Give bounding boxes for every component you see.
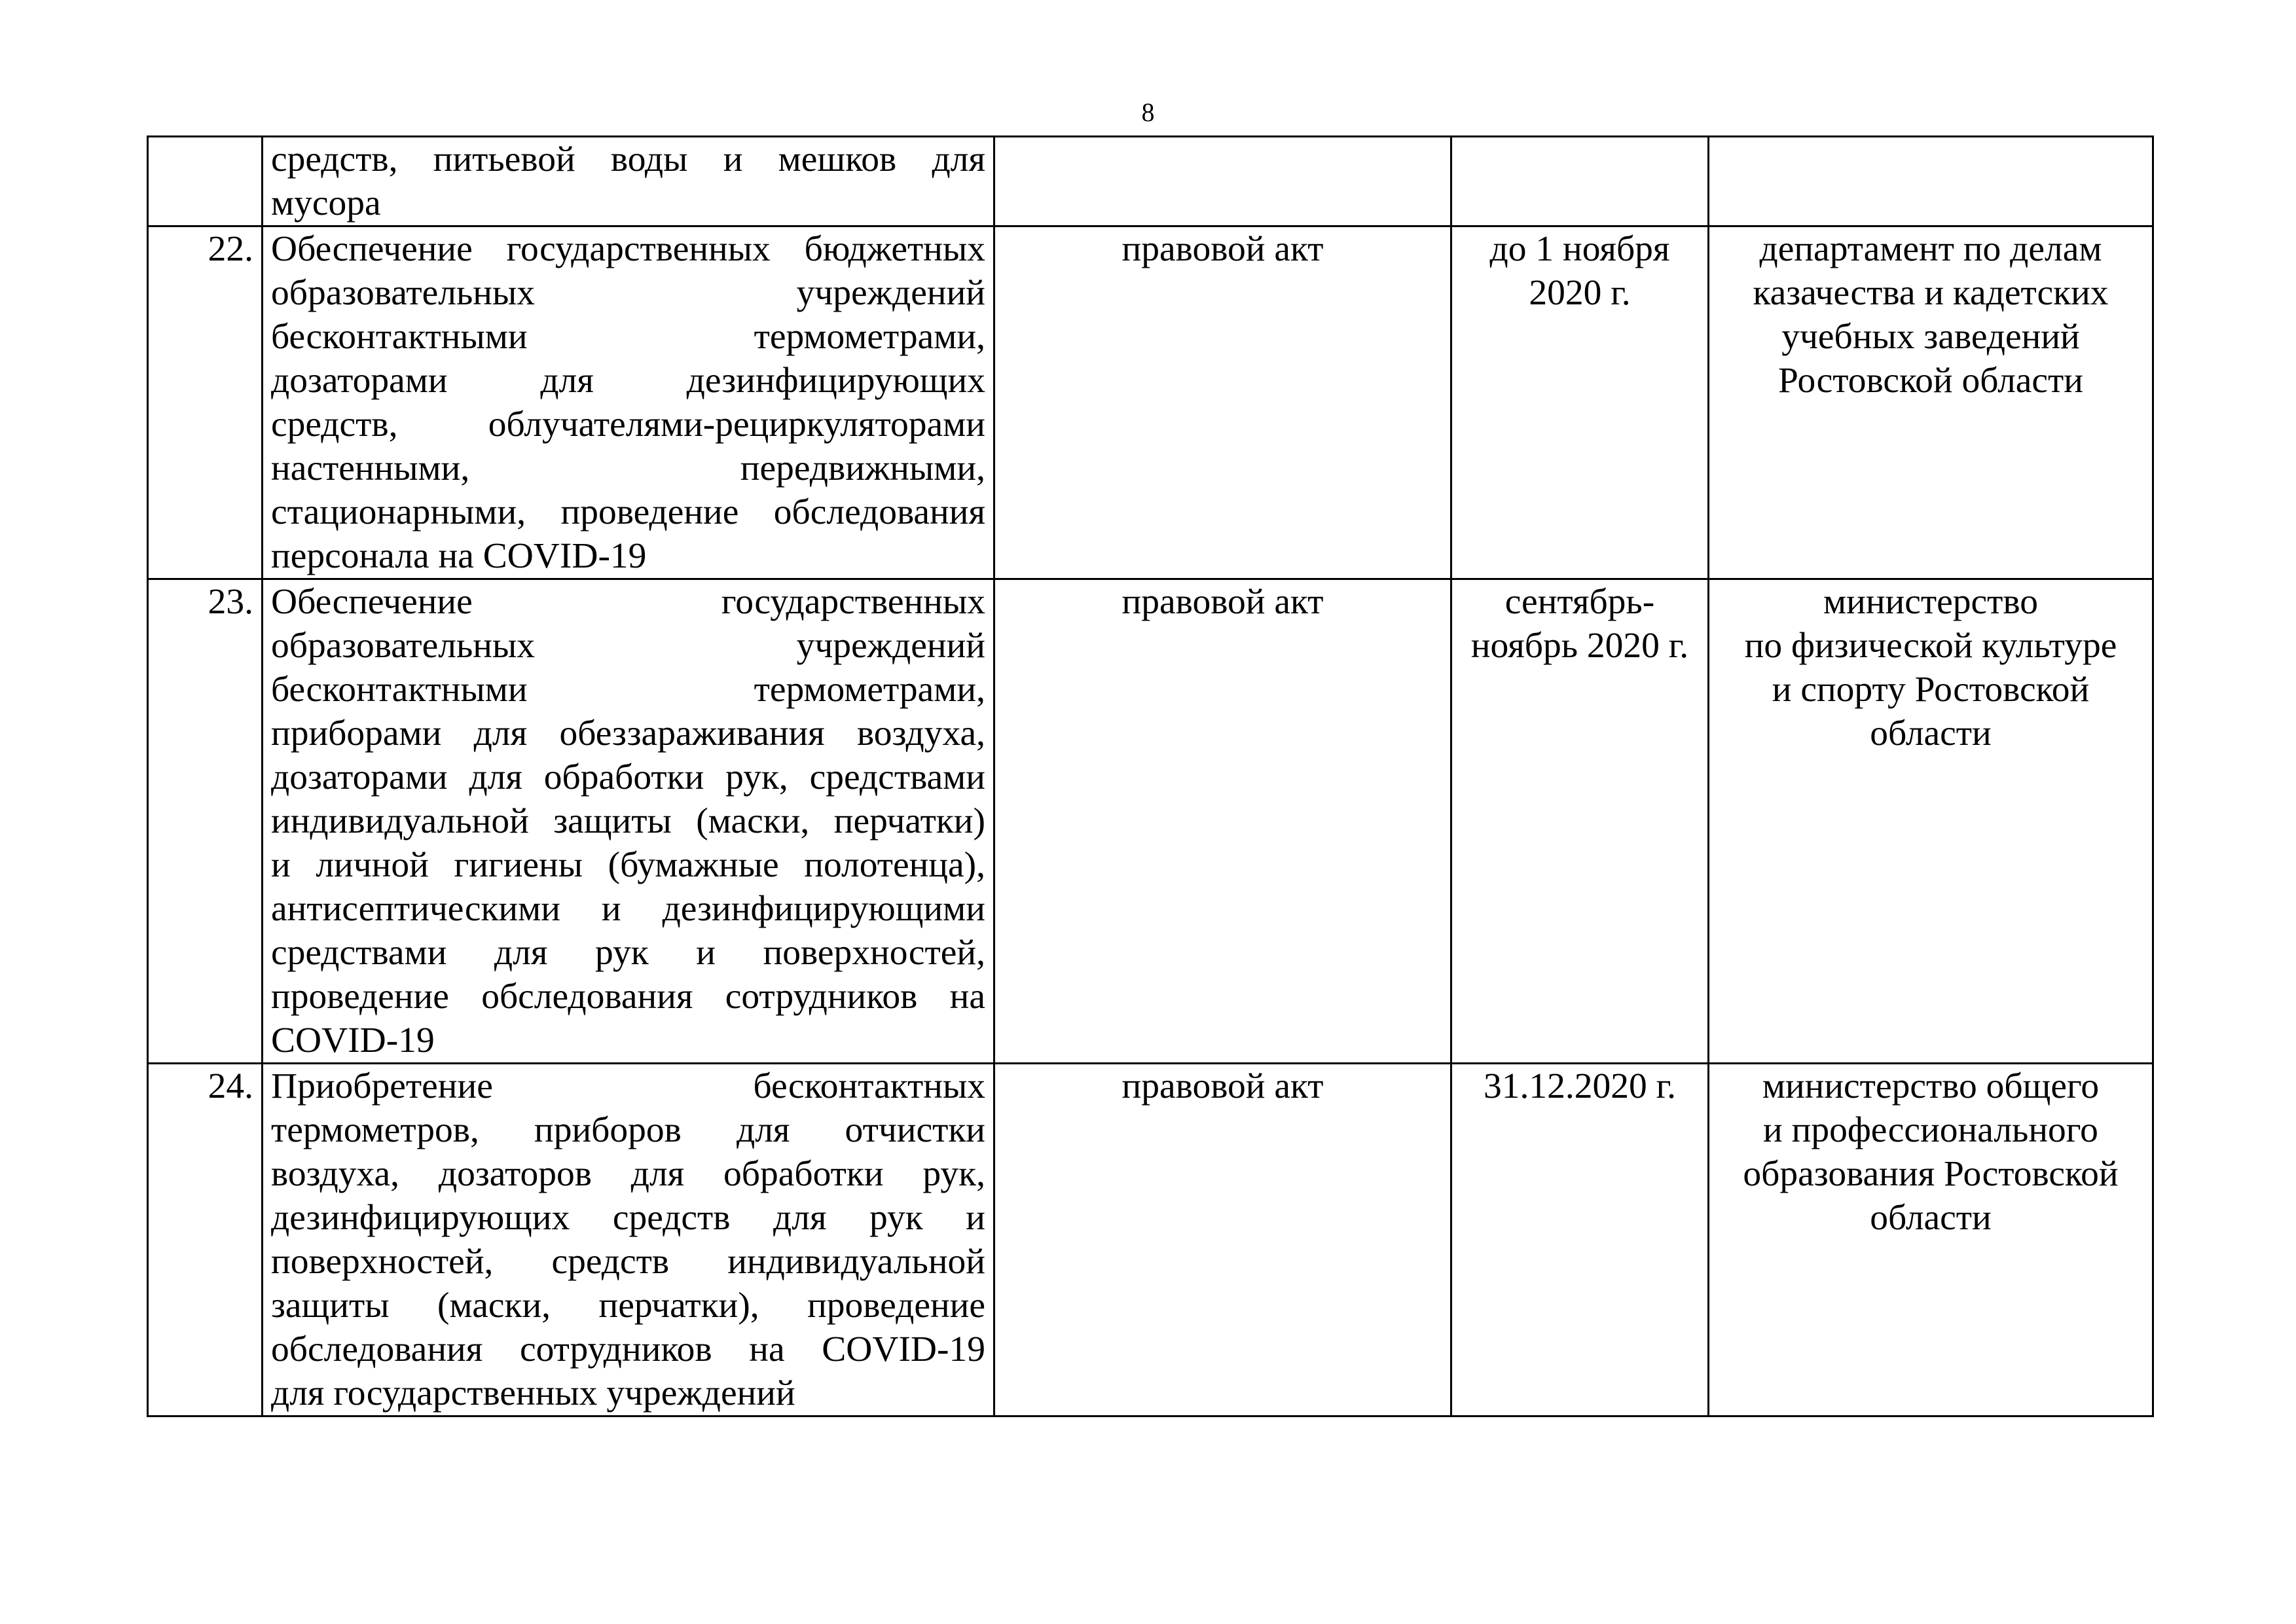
- table-row: [148, 137, 2153, 226]
- table-row: [148, 226, 2153, 579]
- responsible-line: Ростовской области: [1777, 361, 2084, 401]
- description-line: дозаторами для дезинфицирующих: [271, 361, 985, 401]
- responsible-body: [1709, 579, 2153, 1064]
- description-line: индивидуальной защиты (маски, перчатки): [271, 801, 985, 841]
- description-line: образовательных учреждений: [271, 273, 985, 313]
- table-row: [148, 579, 2153, 1064]
- responsible-line: департамент по делам: [1759, 229, 2102, 269]
- measure-description: [263, 226, 994, 579]
- description-line: проведение обследования сотрудников на: [271, 977, 985, 1017]
- description-line: бесконтактными термометрами,: [271, 317, 985, 357]
- description-line: средствами для рук и поверхностей,: [271, 933, 985, 973]
- responsible-body: [1709, 226, 2153, 579]
- description-line: средств, облучателями-рециркуляторами: [271, 405, 985, 444]
- measure-description: [263, 579, 994, 1064]
- row-number: 22.: [148, 226, 263, 579]
- deadline-line: 31.12.2020 г.: [1483, 1066, 1676, 1106]
- responsible-line: области: [1870, 713, 1992, 753]
- row-number: [148, 137, 263, 226]
- responsible-line: и спорту Ростовской: [1772, 670, 2090, 710]
- description-line: настенными, передвижными,: [271, 448, 985, 488]
- responsible-line: по физической культуре: [1744, 626, 2117, 666]
- description-line: термометров, приборов для отчистки: [271, 1110, 985, 1150]
- responsible-line: образования Ростовской: [1743, 1154, 2119, 1194]
- deadline-line: ноябрь 2020 г.: [1470, 626, 1689, 666]
- deadline: [1451, 1064, 1709, 1416]
- description-line: поверхностей, средств индивидуальной: [271, 1242, 985, 1282]
- responsible-line: области: [1870, 1198, 1992, 1238]
- responsible-line: министерство: [1823, 582, 2038, 622]
- description-line: приборами для обеззараживания воздуха,: [271, 713, 985, 753]
- deadline-line: 2020 г.: [1529, 273, 1631, 313]
- description-line: средств, питьевой воды и мешков для: [271, 139, 985, 179]
- description-line: обследования сотрудников на COVID-19: [271, 1329, 985, 1369]
- responsible-line: казачества и кадетских: [1753, 273, 2109, 313]
- description-line: для государственных учреждений: [271, 1373, 795, 1413]
- deadline: [1451, 137, 1709, 226]
- table-row: [148, 1064, 2153, 1416]
- description-line: Обеспечение государственных: [271, 582, 985, 622]
- description-line: воздуха, дозаторов для обработки рук,: [271, 1154, 985, 1194]
- document-type: правовой акт: [994, 1064, 1451, 1416]
- description-line: стационарными, проведение обследования: [271, 492, 985, 532]
- description-line: дезинфицирующих средств для рук и: [271, 1198, 985, 1238]
- document-type: [994, 137, 1451, 226]
- measure-description: [263, 1064, 994, 1416]
- deadline: [1451, 579, 1709, 1064]
- document-type: правовой акт: [994, 579, 1451, 1064]
- responsible-body: [1709, 1064, 2153, 1416]
- description-line: бесконтактными термометрами,: [271, 670, 985, 710]
- row-number: 24.: [148, 1064, 263, 1416]
- measure-description: [263, 137, 994, 226]
- deadline: [1451, 226, 1709, 579]
- measures-table: [147, 135, 2154, 1417]
- responsible-line: и профессионального: [1763, 1110, 2098, 1150]
- document-type: правовой акт: [994, 226, 1451, 579]
- description-line: антисептическими и дезинфицирующими: [271, 889, 985, 929]
- page-number: 8: [1141, 98, 1155, 127]
- responsible-line: министерство общего: [1762, 1066, 2100, 1106]
- description-line: защиты (маски, перчатки), проведение: [271, 1286, 985, 1326]
- description-line: Приобретение бесконтактных: [271, 1066, 985, 1106]
- description-line: COVID-19: [271, 1020, 435, 1060]
- description-line: персонала на COVID-19: [271, 536, 647, 576]
- deadline-line: сентябрь-: [1504, 582, 1655, 622]
- responsible-line: учебных заведений: [1781, 317, 2080, 357]
- row-number: 23.: [148, 579, 263, 1064]
- description-line: мусора: [271, 183, 381, 223]
- description-line: дозаторами для обработки рук, средствами: [271, 757, 985, 797]
- description-line: Обеспечение государственных бюджетных: [271, 229, 985, 269]
- table-body: [148, 137, 2153, 1416]
- deadline-line: до 1 ноября: [1489, 229, 1670, 269]
- description-line: образовательных учреждений: [271, 626, 985, 666]
- description-line: и личной гигиены (бумажные полотенца),: [271, 845, 985, 885]
- responsible-body: [1709, 137, 2153, 226]
